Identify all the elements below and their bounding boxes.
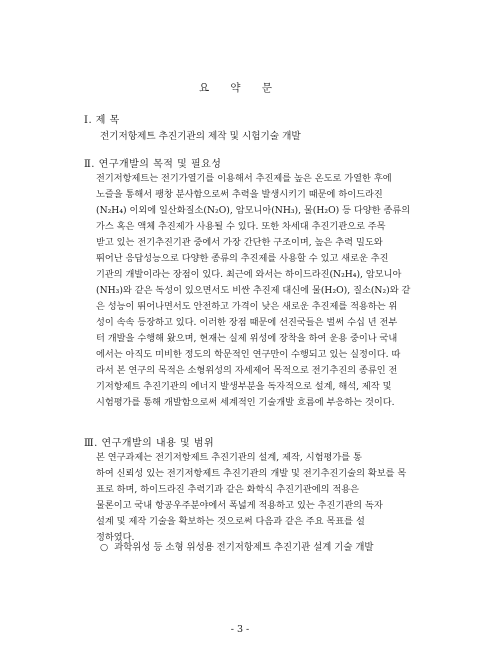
section-3-heading: Ⅲ. 연구개발의 내용 및 범위 xyxy=(84,438,215,449)
page-number: - 3 - xyxy=(230,624,250,635)
page-title: 요 약 문 xyxy=(198,82,282,94)
circle-bullet-icon: ○ xyxy=(100,542,109,553)
section-2-heading: Ⅱ. 연구개발의 목적 및 필요성 xyxy=(84,159,222,170)
goal-item xyxy=(100,539,374,553)
goal-text: 과학위성 등 소형 위성용 전기저항제트 추진기관 설계 기술 개발 xyxy=(114,542,374,553)
section-3-paragraph: 본 연구과제는 전기저항제트 추진기관의 설계, 제작, 시험평가를 통 하여 신뢰성 있는 전기저항제트 추진기관의 개발 및 전기추진기술의 확보를 목 표로 하며, 하이드라진 추력기과 같은 화학식 추진기관에의 적용은 물론이고 국내 항공우주분야에서 폭넓게 적용하고 있는 추진기관의 독자 설계 및 제작 기술을 확보하는 것으로써 다음과 같은 주요 목표를 설 정하였다. xyxy=(96,452,407,543)
research-title: 전기저항제트 추진기관의 제작 및 시험기술 개발 xyxy=(100,131,301,142)
section-2-paragraph: 전기저항제트는 전기가열기를 이용해서 추진제를 높은 온도로 가열한 후에 노즐을 통해서 팽창 분사함으로써 추력을 발생시키기 때문에 하이드라진 (N₂H₄) 이외에 일산화질소(N₂O), 암모니아(NH₃), 물(H₂O) 등 다양한 종류의 가스 혹은 액체 추진제가 사용될 수 있다. 또한 차세대 추진기관으로 주목 받고 있는 전기추진기관 중에서 가장 간단한 구조이며, 높은 추력 밀도와 뛰어난 응답성능으로 다양한 종류의 추진제를 사용할 수 있고 새로운 추진 기관의 개발이라는 장점이 있다. 최근에 와서는 하이드라진(N₂H₄), 암모니아 (NH₃)와 같은 독성이 있으면서도 비싼 추진제 대신에 물(H₂O), 질소(N₂)와 같 은 성능이 뛰어나면서도 안전하고 가격이 낮은 새로운 추진제를 적용하는 위 성이 속속 등장하고 있다. 이러한 장점 때문에 선진국들은 벌써 수십 년 전부 터 개발을 수행해 왔으며, 현재는 실제 위성에 장착을 하여 운용 중이나 국내 에서는 아직도 미비한 정도의 학문적인 연구만이 수행되고 있는 실정이다. 따 라서 본 연구의 목적은 소형위성의 자세제어 목적으로 전기추진의 종류인 전 기저항제트 추진기관의 에너지 발생부분을 독자적으로 설계, 해석, 제작 및 시험평가를 통해 개발함으로써 세계적인 기술개발 흐름에 부응하는 것이다. xyxy=(96,173,411,408)
section-1-heading: Ⅰ. 제 목 xyxy=(84,115,120,126)
